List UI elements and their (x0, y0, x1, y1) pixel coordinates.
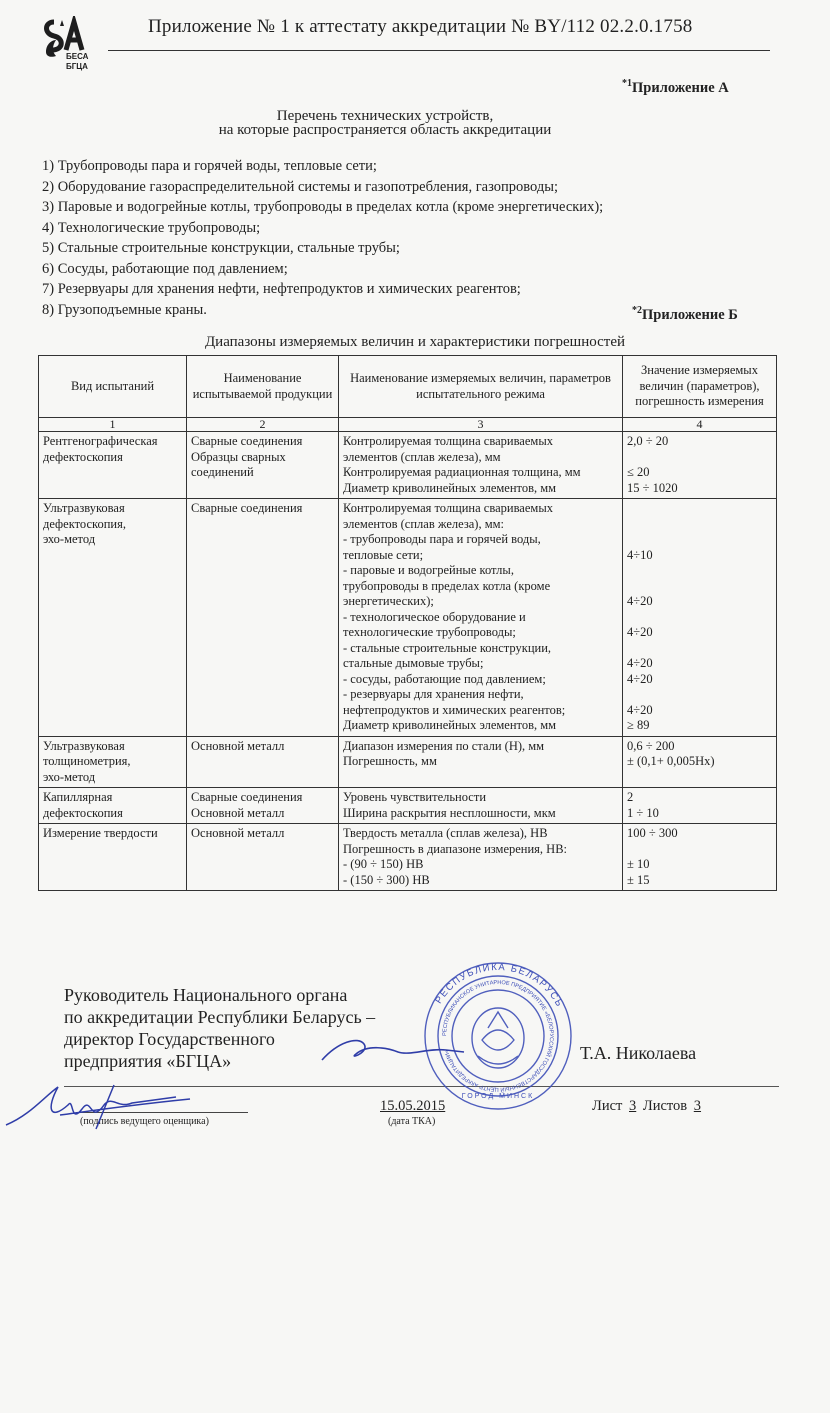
cell-line: нефтепродуктов и химических реагентов; (343, 702, 566, 717)
cell-line: Основной металл (191, 826, 285, 840)
cell-line: ± 10 (627, 857, 650, 871)
cell-line: Ультразвуковая (43, 501, 125, 515)
cell-line: Контролируемая толщина свариваемых (343, 501, 553, 515)
assessor-caption: (подпись ведущего оценщика) (80, 1116, 209, 1127)
table-body (39, 432, 777, 891)
cell-line: 4÷20 (627, 594, 653, 608)
table-header-row (39, 356, 777, 418)
cell-line: Основной металл (191, 805, 285, 820)
cell-values (623, 788, 777, 824)
tka-date: 15.05.2015 (380, 1098, 446, 1114)
cell-line: ≤ 20 (627, 465, 650, 479)
cell-test (39, 736, 187, 788)
cell-line: 4÷10 (627, 547, 653, 562)
cell-params (339, 824, 623, 891)
cell-line: дефектоскопия (43, 449, 123, 464)
cell-line: 4÷20 (627, 702, 653, 717)
director-signature (318, 1030, 468, 1070)
cell-line: - стальные строительные конструкции, (343, 640, 552, 655)
column-number: 4 (623, 418, 777, 432)
cell-line: 4÷20 (627, 671, 653, 686)
cell-line: Капиллярная (43, 790, 113, 804)
cell-line: Измерение твердости (43, 826, 158, 840)
logo-top-text: БЕСА (66, 52, 89, 61)
cell-line (627, 563, 772, 579)
annex-b-label (632, 305, 738, 324)
cell-line (627, 687, 772, 703)
page-title: Приложение № 1 к аттестату аккредитации № BY/112 02.2.0.1758 (148, 16, 693, 37)
list-title-line1: Перечень технических устройств, (276, 108, 494, 124)
cell-line: - паровые и водогрейные котлы, (343, 563, 514, 577)
cell-line: Твердость металла (сплав железа), НВ (343, 826, 548, 840)
cell-line (627, 532, 772, 548)
list-item: 4) Технологические трубопроводы; (42, 219, 261, 236)
cell-line: тепловые сети; (343, 547, 424, 562)
cell-line: 4÷20 (627, 625, 653, 639)
cell-line: Сварные соединения (191, 790, 303, 804)
header-parameters: Наименование измеряемых величин, параметров испытательного режима (339, 356, 623, 418)
sheet-label: Лист (592, 1098, 623, 1114)
cell-line (627, 579, 772, 595)
column-number-row (39, 418, 777, 432)
list-item: 6) Сосуды, работающие под давлением; (42, 260, 288, 277)
cell-line: - (90 ÷ 150) НВ (343, 857, 424, 871)
cell-line: Диапазон измерения по стали (H), мм (343, 738, 545, 753)
cell-line: дефектоскопия (43, 805, 123, 820)
cell-line: 100 ÷ 300 (627, 826, 678, 840)
annex-b-text: Приложение Б (642, 306, 738, 323)
list-item: 2) Оборудование газораспределительной системы и газопотребления, газопроводы; (42, 178, 558, 195)
cell-line: Контролируемая радиационная толщина, мм (343, 465, 581, 479)
cell-line: 15 ÷ 1020 (627, 480, 678, 495)
cell-params (339, 499, 623, 737)
cell-line (627, 501, 772, 517)
cell-line: ≥ 89 (627, 718, 650, 732)
annex-a-text: Приложение А (632, 79, 729, 96)
cell-line: толщинометрия, (43, 754, 131, 768)
cell-values (623, 432, 777, 499)
column-number: 1 (39, 418, 187, 432)
cell-line: Диаметр криволинейных элементов, мм (343, 718, 557, 732)
stamp-inner-text: РЕСПУБЛИКАНСКОЕ УНИТАРНОЕ ПРЕДПРИЯТИЕ «БЕЛОРУССКИЙ ГОСУДАРСТВЕННЫЙ ЦЕНТР АККРЕДИТАЦИИ» (441, 979, 555, 1093)
cell-line: - технологическое оборудование и (343, 609, 526, 624)
logo-bottom-text: БГЦА (66, 62, 88, 71)
cell-line: 2 (627, 790, 634, 804)
column-number: 2 (187, 418, 339, 432)
header-values: Значение измеряемых величин (параметров), погрешность измерения (623, 356, 777, 418)
cell-line: Погрешность, мм (343, 754, 437, 768)
sheet-counter (592, 1098, 704, 1115)
cell-product (187, 824, 339, 891)
bgca-logo (40, 16, 98, 72)
cell-line: Образцы сварных (191, 449, 286, 464)
cell-line: трубопроводы в пределах котла (кроме (343, 578, 551, 593)
cell-line (627, 450, 772, 466)
cell-line: Диаметр криволинейных элементов, мм (343, 480, 557, 495)
cell-line: Ультразвуковая (43, 738, 125, 753)
annex-b-mark: *2 (632, 305, 642, 316)
cell-line: элементов (сплав железа), мм (343, 449, 501, 464)
list-item: 1) Трубопроводы пара и горячей воды, тепловые сети; (42, 158, 377, 174)
table-row (39, 432, 777, 499)
annex-a-label (622, 78, 729, 97)
annex-a-mark: *1 (622, 78, 632, 89)
cell-line: технологические трубопроводы; (343, 625, 516, 639)
tka-date-caption: (дата ТКА) (388, 1116, 436, 1127)
header-divider (108, 50, 770, 51)
cell-params (339, 788, 623, 824)
cell-line: 0,6 ÷ 200 (627, 738, 675, 753)
cell-line: элементов (сплав железа), мм: (343, 516, 505, 531)
cell-test (39, 824, 187, 891)
cell-product (187, 499, 339, 737)
list-title-line2: на которые распространяется область аккредитации (218, 122, 552, 138)
cell-test (39, 432, 187, 499)
cell-params (339, 736, 623, 788)
cell-line (627, 842, 772, 858)
cell-line: - сосуды, работающие под давлением; (343, 671, 546, 686)
cell-values (623, 499, 777, 737)
list-item: 5) Стальные строительные конструкции, стальные трубы; (42, 240, 400, 256)
list-item: 3) Паровые и водогрейные котлы, трубопроводы в пределах котла (кроме энергетических); (42, 199, 604, 215)
cell-test (39, 499, 187, 737)
cell-product (187, 788, 339, 824)
sheets-label: Листов (642, 1098, 688, 1114)
header-test-type: Вид испытаний (39, 356, 187, 418)
cell-line (627, 610, 772, 626)
device-list (42, 156, 603, 320)
director-line: предприятия «БГЦА» (64, 1051, 232, 1071)
stamp-city-text: ГОРОД МИНСК (461, 1093, 535, 1100)
cell-line: эхо-метод (43, 769, 96, 784)
table-row (39, 788, 777, 824)
cell-product (187, 736, 339, 788)
cell-line: Сварные соединения (191, 501, 303, 515)
sheets-total: 3 (693, 1098, 702, 1114)
cell-line: Уровень чувствительности (343, 790, 487, 804)
cell-line: Ширина раскрытия несплошности, мкм (343, 805, 556, 820)
cell-line: Основной металл (191, 738, 285, 753)
cell-line: Сварные соединения (191, 434, 303, 448)
cell-line: ± 15 (627, 872, 650, 887)
cell-line (627, 517, 772, 533)
cell-line: энергетических); (343, 594, 434, 608)
cell-values (623, 824, 777, 891)
director-line: по аккредитации Республики Беларусь – (64, 1007, 376, 1027)
cell-line: - (150 ÷ 300) НВ (343, 872, 430, 887)
list-item: 7) Резервуары для хранения нефти, нефтепродуктов и химических реагентов; (42, 281, 521, 297)
list-item: 8) Грузоподъемные краны. (42, 301, 207, 318)
cell-line: 2,0 ÷ 20 (627, 434, 669, 448)
stamp-outer-text: РЕСПУБЛИКА БЕЛАРУСЬ (433, 961, 566, 1010)
ranges-table (38, 355, 777, 891)
cell-line: соединений (191, 465, 254, 479)
assessor-signature (0, 1075, 200, 1155)
cell-line: - резервуары для хранения нефти, (343, 687, 524, 701)
cell-line: дефектоскопия, (43, 516, 126, 531)
cell-line: 1 ÷ 10 (627, 805, 659, 820)
cell-line: - трубопроводы пара и горячей воды, (343, 532, 541, 546)
cell-line: эхо-метод (43, 532, 96, 546)
cell-line: стальные дымовые трубы; (343, 656, 484, 670)
director-line: Руководитель Национального органа (64, 985, 348, 1005)
header-product: Наименование испытываемой продукции (187, 356, 339, 418)
cell-params (339, 432, 623, 499)
column-number: 3 (339, 418, 623, 432)
table-row (39, 824, 777, 891)
cell-line: Погрешность в диапазоне измерения, НВ: (343, 841, 568, 856)
cell-product (187, 432, 339, 499)
cell-line: ± (0,1+ 0,005Hx) (627, 754, 715, 768)
cell-values (623, 736, 777, 788)
signatory-name: Т.А. Николаева (580, 1043, 697, 1063)
table-row (39, 499, 777, 737)
cell-line: Рентгенографическая (43, 434, 158, 448)
cell-test (39, 788, 187, 824)
cell-line: Контролируемая толщина свариваемых (343, 434, 553, 448)
table-caption: Диапазоны измеряемых величин и характеристики погрешностей (204, 334, 626, 350)
table-row (39, 736, 777, 788)
sheet-number: 3 (629, 1098, 637, 1114)
director-line: директор Государственного (64, 1029, 275, 1049)
cell-line (627, 641, 772, 657)
cell-line: 4÷20 (627, 656, 653, 670)
